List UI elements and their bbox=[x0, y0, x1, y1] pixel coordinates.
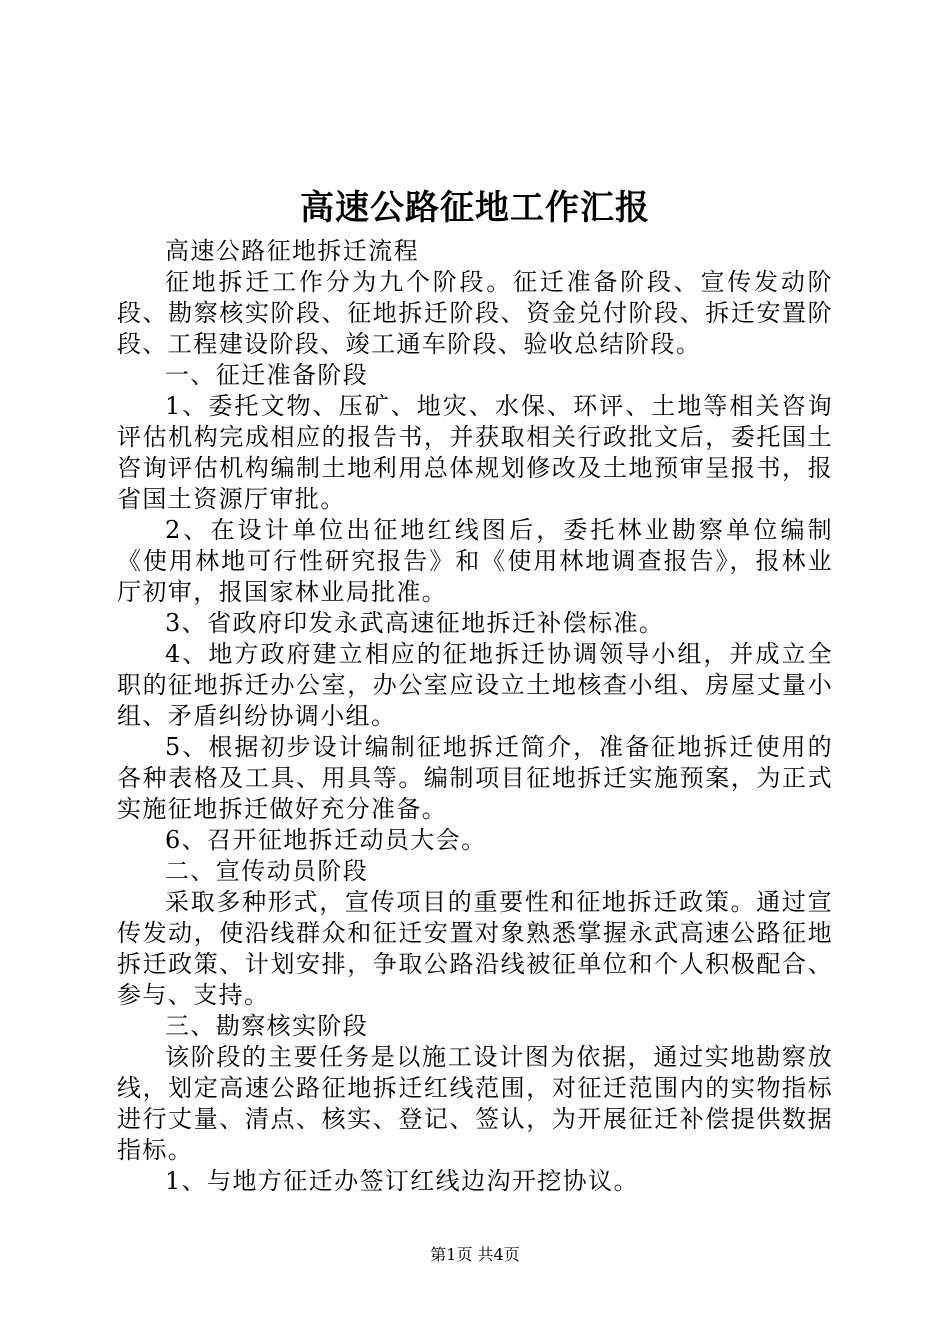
paragraph: 2、在设计单位出征地红线图后，委托林业勘察单位编制《使用林地可行性研究报告》和《使用林地调查报告》，报林业厅初审，报国家林业局批准。 bbox=[117, 516, 833, 606]
paragraph: 5、根据初步设计编制征地拆迁简介，准备征地拆迁使用的各种表格及工具、用具等。编制项目征地拆迁实施预案，为正式实施征地拆迁做好充分准备。 bbox=[117, 733, 833, 823]
paragraph: 4、地方政府建立相应的征地拆迁协调领导小组，并成立全职的征地拆迁办公室，办公室应设立土地核查小组、房屋丈量小组、矛盾纠纷协调小组。 bbox=[117, 640, 833, 730]
section-heading: 一、征迁准备阶段 bbox=[165, 361, 369, 389]
section-heading: 二、宣传动员阶段 bbox=[165, 857, 369, 885]
document-body bbox=[117, 236, 833, 1197]
paragraph: 3、省政府印发永武高速征地拆迁补偿标准。 bbox=[165, 609, 665, 637]
paragraph: 6、召开征地拆迁动员大会。 bbox=[165, 826, 487, 854]
paragraph: 1、委托文物、压矿、地灾、水保、环评、土地等相关咨询评估机构完成相应的报告书，并获取相关行政批文后，委托国土咨询评估机构编制土地利用总体规划修改及土地预审呈报书，报省国土资源厅审批。 bbox=[117, 392, 833, 513]
section-heading: 三、勘察核实阶段 bbox=[165, 1012, 369, 1040]
document-title: 高速公路征地工作汇报 bbox=[300, 188, 650, 228]
page-footer: 第1页 共4页 bbox=[430, 1245, 520, 1264]
paragraph: 该阶段的主要任务是以施工设计图为依据，通过实地勘察放线，划定高速公路征地拆迁红线范围，对征迁范围内的实物指标进行丈量、清点、核实、登记、签认，为开展征迁补偿提供数据指标。 bbox=[117, 1043, 833, 1164]
paragraph: 采取多种形式，宣传项目的重要性和征地拆迁政策。通过宣传发动，使沿线群众和征迁安置对象熟悉掌握永武高速公路征地拆迁政策、计划安排，争取公路沿线被征单位和个人积极配合、参与、支持。 bbox=[117, 888, 833, 1009]
paragraph: 1、与地方征迁办签订红线边沟开挖协议。 bbox=[165, 1167, 639, 1195]
paragraph: 征地拆迁工作分为九个阶段。征迁准备阶段、宣传发动阶段、勘察核实阶段、征地拆迁阶段、资金兑付阶段、拆迁安置阶段、工程建设阶段、竣工通车阶段、验收总结阶段。 bbox=[117, 268, 833, 358]
paragraph: 高速公路征地拆迁流程 bbox=[165, 237, 419, 265]
